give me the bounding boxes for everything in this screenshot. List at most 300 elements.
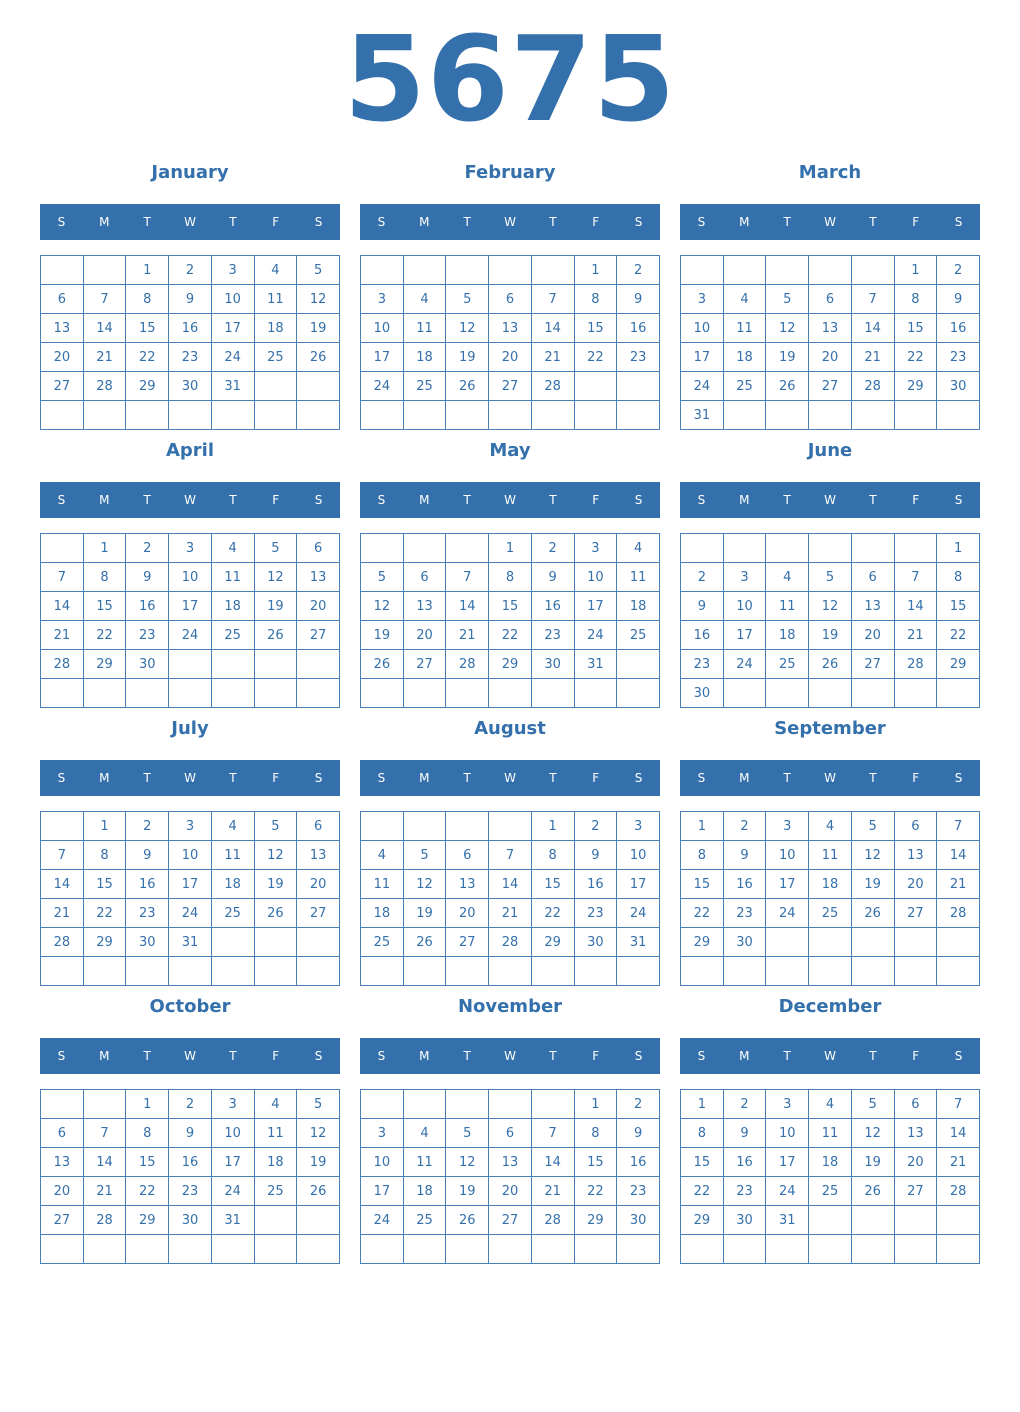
day-cell: 12 bbox=[254, 563, 297, 592]
weekday-header bbox=[360, 1038, 660, 1074]
day-cell: 20 bbox=[297, 592, 340, 621]
day-cell: 2 bbox=[126, 534, 169, 563]
day-cell bbox=[617, 679, 660, 708]
week-row bbox=[361, 841, 660, 870]
weekday-label: T bbox=[869, 493, 877, 507]
day-cell: 10 bbox=[617, 841, 660, 870]
week-row bbox=[361, 1148, 660, 1177]
day-cell: 8 bbox=[126, 285, 169, 314]
day-cell: 6 bbox=[851, 563, 894, 592]
day-cell bbox=[41, 1235, 84, 1264]
day-cell: 7 bbox=[851, 285, 894, 314]
day-cell bbox=[211, 650, 254, 679]
day-cell: 4 bbox=[617, 534, 660, 563]
day-cell: 29 bbox=[489, 650, 532, 679]
day-cell: 24 bbox=[361, 1206, 404, 1235]
day-cell: 25 bbox=[254, 1177, 297, 1206]
day-cell: 5 bbox=[297, 256, 340, 285]
day-cell: 3 bbox=[766, 1090, 809, 1119]
day-cell: 3 bbox=[574, 534, 617, 563]
day-cell: 15 bbox=[126, 1148, 169, 1177]
day-cell: 17 bbox=[361, 343, 404, 372]
week-row bbox=[361, 592, 660, 621]
day-cell: 13 bbox=[403, 592, 446, 621]
day-cell bbox=[297, 679, 340, 708]
day-cell: 20 bbox=[41, 343, 84, 372]
day-cell: 11 bbox=[809, 1119, 852, 1148]
weekday-label: M bbox=[99, 493, 110, 507]
day-cell: 10 bbox=[211, 285, 254, 314]
weekday-label: S bbox=[314, 1049, 323, 1063]
month-name: September bbox=[774, 718, 886, 739]
day-cell: 23 bbox=[937, 343, 980, 372]
day-cell: 12 bbox=[446, 1148, 489, 1177]
day-cell: 16 bbox=[531, 592, 574, 621]
day-cell: 27 bbox=[41, 1206, 84, 1235]
day-cell bbox=[169, 650, 212, 679]
day-cell bbox=[766, 534, 809, 563]
day-cell bbox=[403, 1090, 446, 1119]
weekday-label: T bbox=[549, 215, 557, 229]
weekday-label: S bbox=[634, 215, 643, 229]
day-cell: 9 bbox=[937, 285, 980, 314]
day-cell: 24 bbox=[169, 621, 212, 650]
day-cell: 26 bbox=[403, 928, 446, 957]
day-cell: 19 bbox=[809, 621, 852, 650]
day-cell: 11 bbox=[254, 1119, 297, 1148]
day-cell: 1 bbox=[531, 812, 574, 841]
day-cell bbox=[851, 401, 894, 430]
day-cell: 29 bbox=[531, 928, 574, 957]
week-row bbox=[361, 343, 660, 372]
weekday-header bbox=[40, 760, 340, 796]
weekday-label: T bbox=[549, 493, 557, 507]
day-cell: 25 bbox=[211, 621, 254, 650]
day-cell: 18 bbox=[254, 1148, 297, 1177]
day-cell: 16 bbox=[574, 870, 617, 899]
day-cell bbox=[83, 957, 126, 986]
day-cell bbox=[446, 1090, 489, 1119]
day-cell: 21 bbox=[83, 1177, 126, 1206]
weekday-label: T bbox=[463, 215, 471, 229]
weekday-label: W bbox=[504, 1049, 516, 1063]
day-cell bbox=[894, 534, 937, 563]
day-cell: 14 bbox=[41, 870, 84, 899]
weekday-label: F bbox=[272, 771, 280, 785]
day-cell: 6 bbox=[297, 534, 340, 563]
day-cell bbox=[617, 957, 660, 986]
day-cell: 2 bbox=[169, 256, 212, 285]
day-cell bbox=[809, 534, 852, 563]
day-cell: 29 bbox=[681, 1206, 724, 1235]
day-cell: 17 bbox=[723, 621, 766, 650]
week-row bbox=[41, 592, 340, 621]
week-row bbox=[361, 870, 660, 899]
day-cell: 24 bbox=[766, 1177, 809, 1206]
day-cell bbox=[531, 957, 574, 986]
weekday-label: S bbox=[57, 771, 66, 785]
day-cell: 14 bbox=[83, 314, 126, 343]
day-cell: 12 bbox=[766, 314, 809, 343]
month-name: November bbox=[457, 996, 563, 1017]
weekday-label: F bbox=[912, 215, 920, 229]
day-cell: 15 bbox=[681, 1148, 724, 1177]
day-cell: 28 bbox=[894, 650, 937, 679]
week-row bbox=[681, 650, 980, 679]
day-cell: 13 bbox=[489, 1148, 532, 1177]
day-cell bbox=[489, 256, 532, 285]
day-cell: 20 bbox=[809, 343, 852, 372]
week-row bbox=[41, 621, 340, 650]
day-cell: 7 bbox=[83, 285, 126, 314]
day-cell bbox=[446, 401, 489, 430]
day-cell: 1 bbox=[937, 534, 980, 563]
day-cell bbox=[211, 679, 254, 708]
day-cell bbox=[254, 957, 297, 986]
day-cell bbox=[41, 1090, 84, 1119]
day-cell bbox=[851, 1235, 894, 1264]
weekday-label: S bbox=[634, 493, 643, 507]
day-cell bbox=[83, 256, 126, 285]
day-cell bbox=[83, 401, 126, 430]
day-cell: 28 bbox=[41, 650, 84, 679]
day-cell bbox=[126, 679, 169, 708]
day-cell bbox=[297, 372, 340, 401]
week-row bbox=[361, 563, 660, 592]
day-cell: 23 bbox=[169, 343, 212, 372]
week-row bbox=[361, 1090, 660, 1119]
day-cell: 15 bbox=[937, 592, 980, 621]
day-cell: 2 bbox=[937, 256, 980, 285]
day-cell bbox=[809, 957, 852, 986]
week-row bbox=[41, 841, 340, 870]
day-cell: 28 bbox=[41, 928, 84, 957]
day-cell bbox=[403, 401, 446, 430]
day-cell: 5 bbox=[297, 1090, 340, 1119]
day-grid bbox=[360, 811, 660, 986]
day-cell: 21 bbox=[489, 899, 532, 928]
day-cell: 29 bbox=[126, 1206, 169, 1235]
day-cell: 12 bbox=[446, 314, 489, 343]
weekday-label: M bbox=[739, 493, 750, 507]
weekday-label: F bbox=[592, 215, 600, 229]
day-cell: 9 bbox=[126, 563, 169, 592]
weekday-label: T bbox=[549, 1049, 557, 1063]
weekday-label: S bbox=[697, 771, 706, 785]
day-cell: 20 bbox=[851, 621, 894, 650]
weekday-label: W bbox=[184, 1049, 196, 1063]
day-cell: 30 bbox=[574, 928, 617, 957]
day-cell bbox=[446, 679, 489, 708]
day-cell: 20 bbox=[489, 343, 532, 372]
day-cell: 30 bbox=[723, 928, 766, 957]
day-cell bbox=[681, 534, 724, 563]
day-cell: 25 bbox=[403, 1206, 446, 1235]
day-cell: 10 bbox=[361, 1148, 404, 1177]
day-cell: 6 bbox=[41, 285, 84, 314]
day-cell: 1 bbox=[574, 256, 617, 285]
week-row bbox=[41, 957, 340, 986]
weekday-label: T bbox=[463, 771, 471, 785]
day-grid bbox=[40, 811, 340, 986]
day-cell: 19 bbox=[254, 592, 297, 621]
day-cell: 25 bbox=[617, 621, 660, 650]
day-cell bbox=[403, 679, 446, 708]
day-cell bbox=[851, 534, 894, 563]
day-cell: 21 bbox=[446, 621, 489, 650]
day-cell: 26 bbox=[851, 1177, 894, 1206]
day-cell: 2 bbox=[126, 812, 169, 841]
day-cell: 18 bbox=[211, 870, 254, 899]
weekday-label: T bbox=[783, 215, 791, 229]
day-cell: 7 bbox=[531, 285, 574, 314]
weekday-label: W bbox=[824, 215, 836, 229]
day-cell bbox=[894, 928, 937, 957]
day-cell: 31 bbox=[617, 928, 660, 957]
day-cell bbox=[297, 957, 340, 986]
week-row bbox=[361, 1119, 660, 1148]
day-cell bbox=[894, 679, 937, 708]
day-cell: 10 bbox=[361, 314, 404, 343]
day-cell: 15 bbox=[83, 870, 126, 899]
day-cell: 10 bbox=[681, 314, 724, 343]
day-cell: 8 bbox=[489, 563, 532, 592]
day-cell: 30 bbox=[126, 650, 169, 679]
day-cell bbox=[403, 812, 446, 841]
day-cell: 13 bbox=[297, 563, 340, 592]
day-cell: 28 bbox=[937, 1177, 980, 1206]
day-cell: 25 bbox=[403, 372, 446, 401]
day-cell: 18 bbox=[403, 1177, 446, 1206]
week-row bbox=[681, 812, 980, 841]
weekday-header bbox=[360, 482, 660, 518]
weekday-label: T bbox=[549, 771, 557, 785]
day-cell: 17 bbox=[681, 343, 724, 372]
day-cell: 7 bbox=[894, 563, 937, 592]
day-cell bbox=[126, 957, 169, 986]
day-cell: 15 bbox=[83, 592, 126, 621]
day-cell: 16 bbox=[169, 314, 212, 343]
week-row bbox=[361, 621, 660, 650]
day-cell bbox=[446, 256, 489, 285]
day-cell: 22 bbox=[83, 899, 126, 928]
weekday-header bbox=[680, 760, 980, 796]
day-cell: 17 bbox=[766, 1148, 809, 1177]
day-cell: 29 bbox=[937, 650, 980, 679]
day-cell bbox=[723, 679, 766, 708]
week-row bbox=[361, 679, 660, 708]
week-row bbox=[41, 1148, 340, 1177]
day-cell: 19 bbox=[766, 343, 809, 372]
day-cell: 21 bbox=[937, 870, 980, 899]
day-cell: 9 bbox=[617, 285, 660, 314]
day-cell: 20 bbox=[41, 1177, 84, 1206]
weekday-label: T bbox=[229, 215, 237, 229]
day-cell bbox=[169, 1235, 212, 1264]
day-cell: 8 bbox=[531, 841, 574, 870]
day-cell: 11 bbox=[809, 841, 852, 870]
day-grid bbox=[680, 1089, 980, 1264]
day-cell bbox=[937, 401, 980, 430]
day-cell: 28 bbox=[489, 928, 532, 957]
day-grid bbox=[680, 255, 980, 430]
week-row bbox=[361, 314, 660, 343]
day-cell: 10 bbox=[169, 841, 212, 870]
week-row bbox=[681, 1206, 980, 1235]
day-cell: 24 bbox=[617, 899, 660, 928]
day-cell: 3 bbox=[617, 812, 660, 841]
week-row bbox=[681, 343, 980, 372]
day-cell: 14 bbox=[83, 1148, 126, 1177]
day-cell: 22 bbox=[489, 621, 532, 650]
day-cell bbox=[41, 401, 84, 430]
day-cell: 5 bbox=[851, 812, 894, 841]
day-cell bbox=[681, 1235, 724, 1264]
day-cell: 13 bbox=[297, 841, 340, 870]
weekday-label: S bbox=[314, 215, 323, 229]
day-cell: 6 bbox=[894, 1090, 937, 1119]
week-row bbox=[41, 401, 340, 430]
day-cell bbox=[723, 256, 766, 285]
day-cell: 27 bbox=[403, 650, 446, 679]
day-cell: 17 bbox=[169, 592, 212, 621]
day-cell bbox=[617, 650, 660, 679]
day-cell: 24 bbox=[723, 650, 766, 679]
day-cell: 10 bbox=[574, 563, 617, 592]
weekday-label: S bbox=[954, 493, 963, 507]
day-cell: 29 bbox=[126, 372, 169, 401]
weekday-label: M bbox=[99, 215, 110, 229]
day-cell bbox=[403, 957, 446, 986]
day-cell: 30 bbox=[681, 679, 724, 708]
day-cell: 22 bbox=[894, 343, 937, 372]
day-cell: 11 bbox=[766, 592, 809, 621]
day-cell: 4 bbox=[809, 812, 852, 841]
weekday-label: M bbox=[739, 771, 750, 785]
day-cell: 19 bbox=[851, 1148, 894, 1177]
day-cell: 20 bbox=[297, 870, 340, 899]
weekday-label: M bbox=[99, 1049, 110, 1063]
day-cell: 29 bbox=[83, 650, 126, 679]
day-cell: 3 bbox=[211, 1090, 254, 1119]
weekday-label: S bbox=[314, 771, 323, 785]
day-cell: 29 bbox=[894, 372, 937, 401]
day-cell bbox=[531, 679, 574, 708]
day-cell: 6 bbox=[809, 285, 852, 314]
weekday-label: W bbox=[504, 771, 516, 785]
weekday-label: S bbox=[954, 1049, 963, 1063]
day-cell bbox=[83, 1090, 126, 1119]
day-cell: 7 bbox=[489, 841, 532, 870]
day-cell: 1 bbox=[126, 1090, 169, 1119]
week-row bbox=[41, 343, 340, 372]
day-cell: 1 bbox=[574, 1090, 617, 1119]
day-cell: 28 bbox=[531, 1206, 574, 1235]
day-cell: 30 bbox=[937, 372, 980, 401]
day-cell: 19 bbox=[851, 870, 894, 899]
day-cell: 2 bbox=[574, 812, 617, 841]
day-cell: 23 bbox=[617, 1177, 660, 1206]
week-row bbox=[361, 650, 660, 679]
day-cell: 10 bbox=[211, 1119, 254, 1148]
day-cell: 6 bbox=[403, 563, 446, 592]
day-cell bbox=[723, 401, 766, 430]
day-cell: 23 bbox=[723, 899, 766, 928]
day-cell: 6 bbox=[297, 812, 340, 841]
day-cell: 4 bbox=[211, 534, 254, 563]
day-cell: 15 bbox=[531, 870, 574, 899]
day-cell bbox=[403, 1235, 446, 1264]
day-cell: 5 bbox=[446, 1119, 489, 1148]
day-cell: 12 bbox=[809, 592, 852, 621]
week-row bbox=[681, 621, 980, 650]
day-cell: 6 bbox=[894, 812, 937, 841]
weekday-label: T bbox=[783, 1049, 791, 1063]
week-row bbox=[361, 534, 660, 563]
day-cell: 27 bbox=[894, 899, 937, 928]
week-row bbox=[41, 812, 340, 841]
day-cell: 26 bbox=[361, 650, 404, 679]
day-cell: 21 bbox=[531, 1177, 574, 1206]
day-cell: 22 bbox=[574, 343, 617, 372]
weekday-header bbox=[680, 1038, 980, 1074]
weekday-label: F bbox=[912, 771, 920, 785]
weekday-label: T bbox=[143, 215, 151, 229]
day-cell bbox=[489, 1235, 532, 1264]
week-row bbox=[361, 899, 660, 928]
weekday-label: F bbox=[592, 771, 600, 785]
day-cell bbox=[489, 679, 532, 708]
day-cell bbox=[169, 679, 212, 708]
day-cell: 11 bbox=[723, 314, 766, 343]
week-row bbox=[681, 957, 980, 986]
week-row bbox=[361, 401, 660, 430]
week-row bbox=[681, 1090, 980, 1119]
day-cell bbox=[681, 957, 724, 986]
day-cell: 11 bbox=[361, 870, 404, 899]
day-cell bbox=[681, 256, 724, 285]
weekday-label: W bbox=[824, 1049, 836, 1063]
day-cell bbox=[574, 372, 617, 401]
day-cell: 15 bbox=[894, 314, 937, 343]
day-cell: 8 bbox=[937, 563, 980, 592]
weekday-label: T bbox=[783, 771, 791, 785]
weekday-label: S bbox=[314, 493, 323, 507]
day-cell: 19 bbox=[361, 621, 404, 650]
day-cell bbox=[851, 679, 894, 708]
day-cell: 30 bbox=[723, 1206, 766, 1235]
day-cell bbox=[126, 1235, 169, 1264]
day-cell: 30 bbox=[617, 1206, 660, 1235]
day-cell: 14 bbox=[937, 841, 980, 870]
day-cell: 7 bbox=[41, 563, 84, 592]
day-cell: 30 bbox=[169, 372, 212, 401]
weekday-label: S bbox=[697, 215, 706, 229]
day-cell: 24 bbox=[211, 1177, 254, 1206]
day-cell: 31 bbox=[766, 1206, 809, 1235]
day-cell: 17 bbox=[169, 870, 212, 899]
day-cell bbox=[531, 256, 574, 285]
day-cell: 8 bbox=[83, 563, 126, 592]
day-cell bbox=[83, 679, 126, 708]
day-cell bbox=[446, 534, 489, 563]
day-cell: 18 bbox=[254, 314, 297, 343]
day-cell: 16 bbox=[681, 621, 724, 650]
day-cell: 16 bbox=[126, 592, 169, 621]
weekday-header bbox=[360, 760, 660, 796]
weekday-label: T bbox=[869, 1049, 877, 1063]
week-row bbox=[41, 679, 340, 708]
